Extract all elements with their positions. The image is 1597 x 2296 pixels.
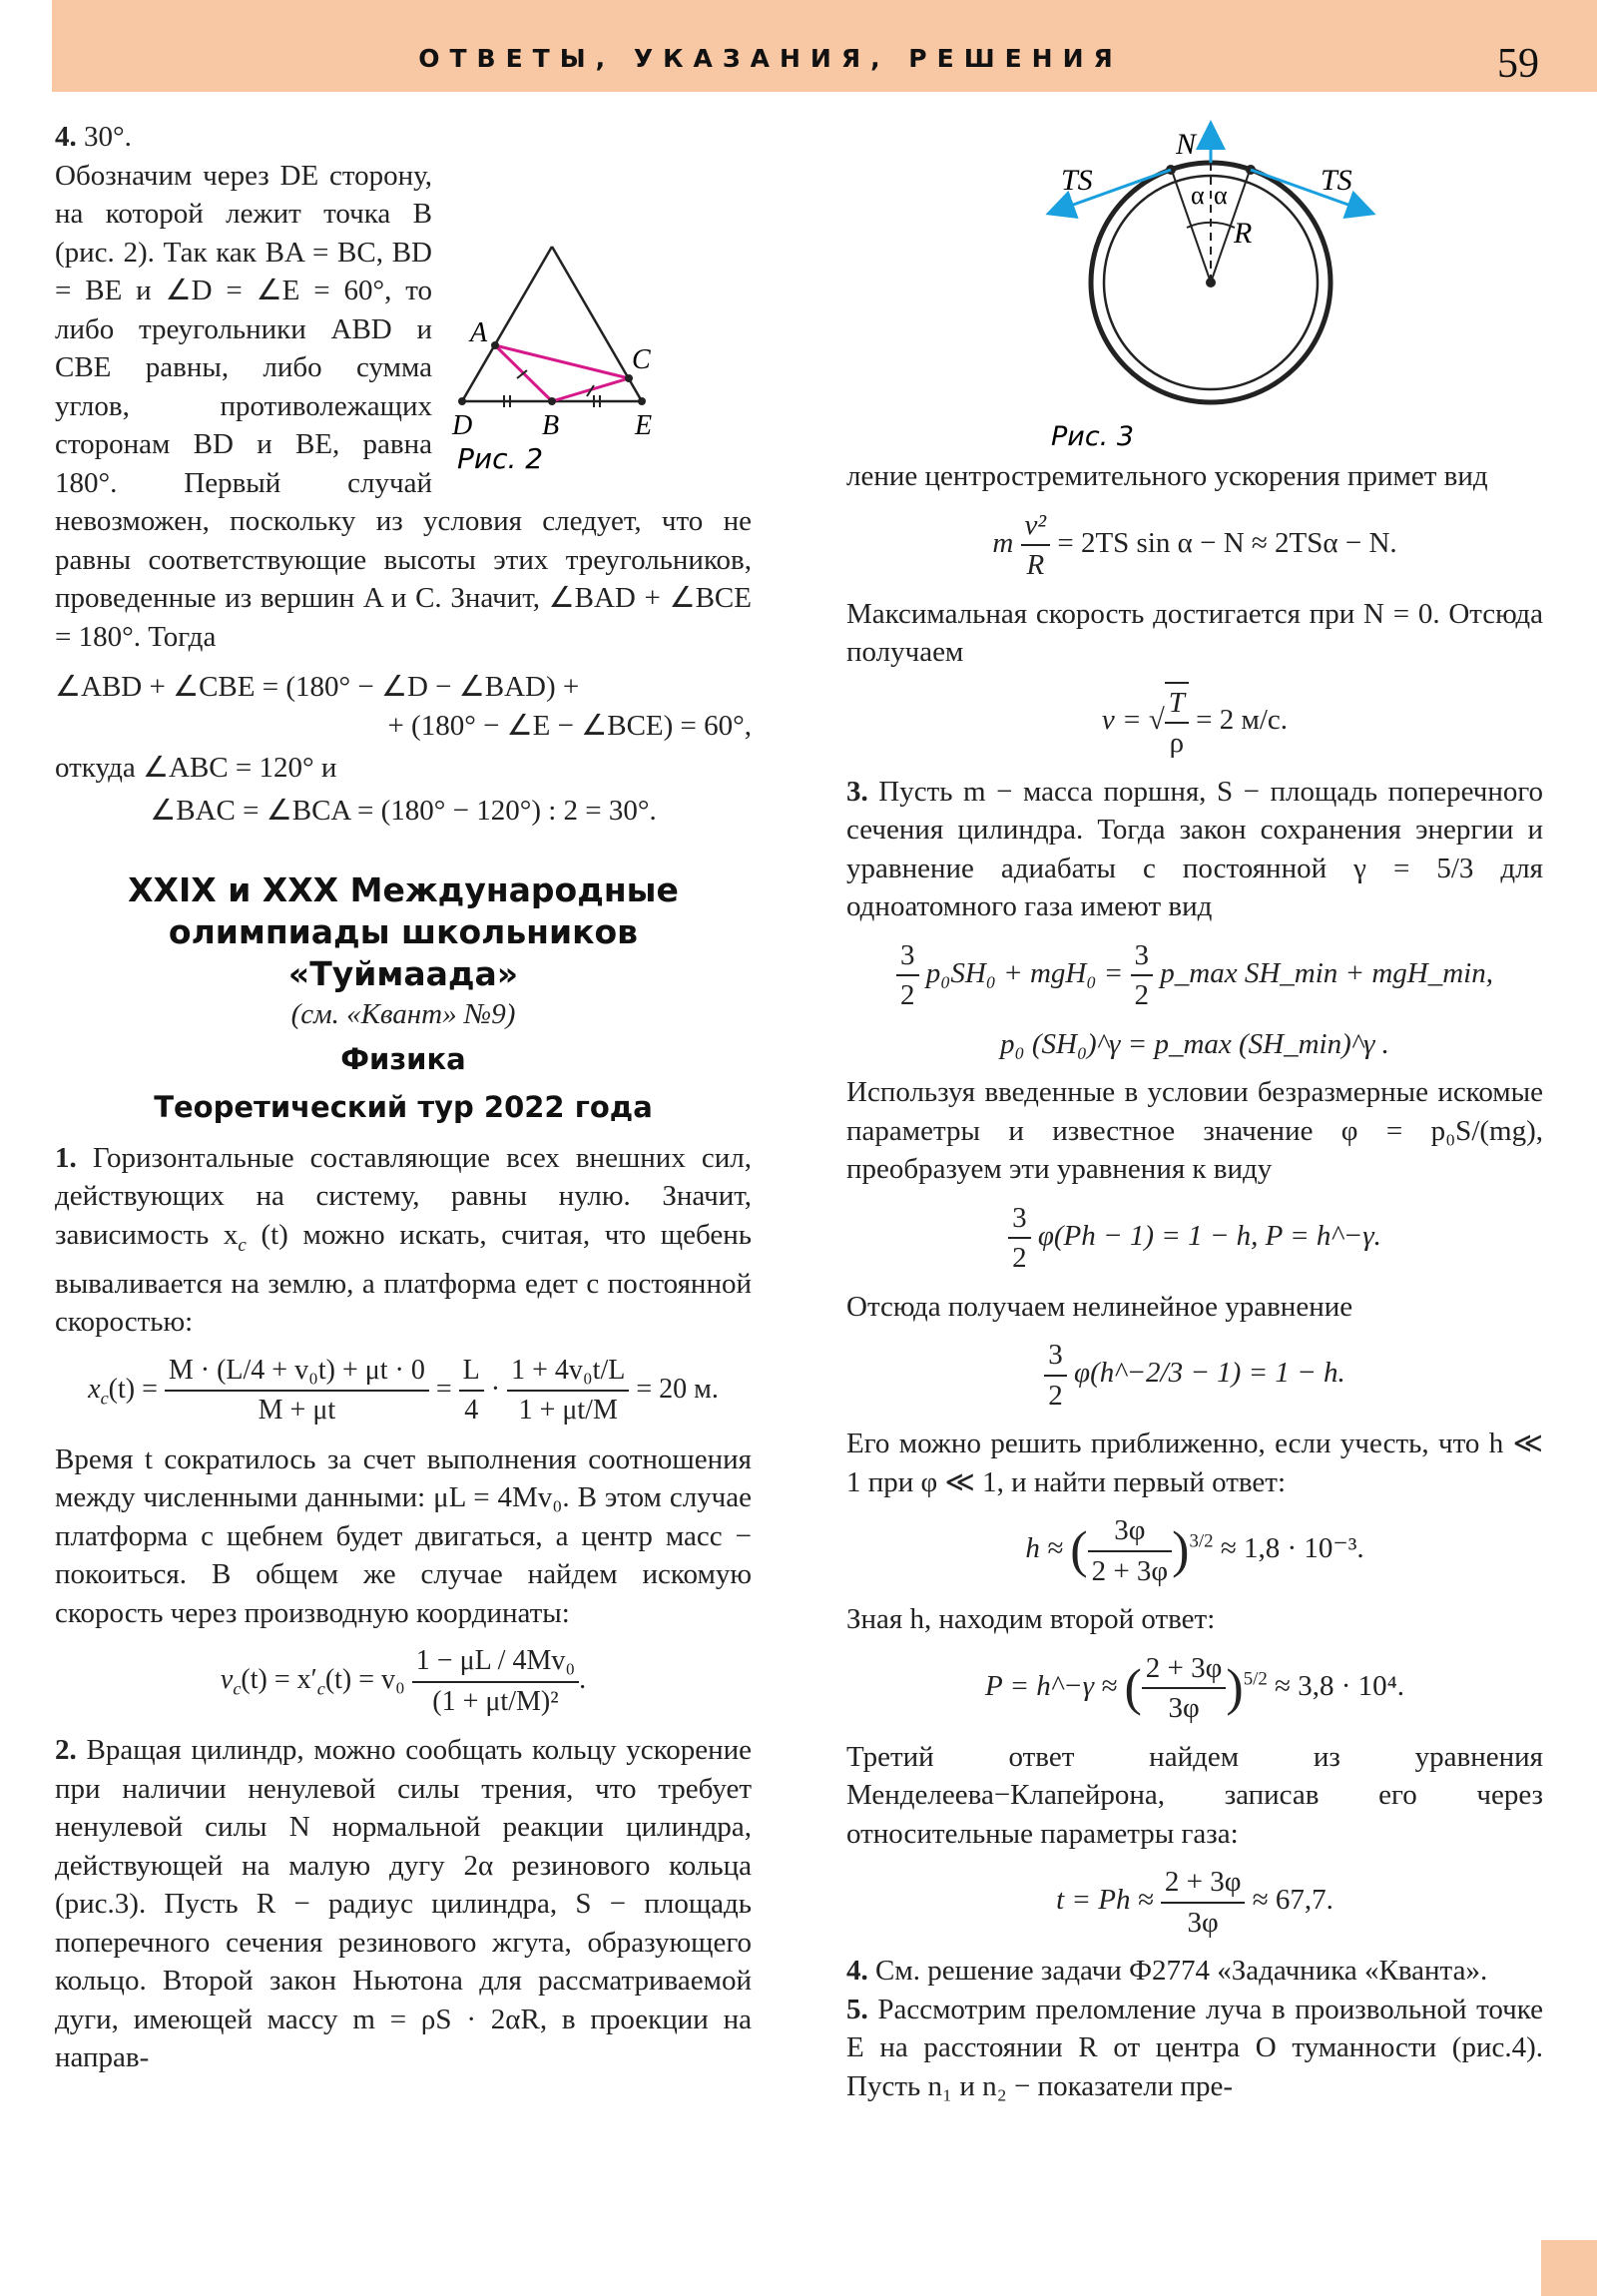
equation-t: t = Ph ≈ $\frac{2 + 3\varphi}{3\varphi}$ ≈ 67,7. [846, 1863, 1543, 1942]
equation-energy: $\frac{3}{2}$ p₀SH₀ + mgH₀ = $\frac{3}{2}$ p_max SH_min + mgH_min, [846, 936, 1543, 1015]
question-1-text: 1. Горизонтальные составляющие всех внешних сил, действующих на систему, равны нулю. Значит, зависимость $x_c$ (t) можно искать, считая, что щебень вываливается на землю, а платформа едет с постоянной скоростью: [55, 1141, 752, 1339]
question-3-text-2: Используя введенные в условии безразмерные искомые параметры и известное значение φ = p₀S/(mg), преобразуем эти уравнения к виду [846, 1076, 1543, 1185]
label-b: B [542, 409, 560, 441]
equation-1b: + (180° − ∠E − ∠BCE) = 60°, [387, 709, 752, 742]
question-3-text: 3. Пусть m − масса поршня, S − площадь поперечного сечения цилиндра. Тогда закон сохранения энергии и уравнение адиабаты с постоянной γ = 5/3 для одноатомного газа имеют вид [846, 775, 1544, 922]
problem-4-answer: 4. 30°. [55, 121, 132, 153]
right-text-2: Максимальная скорость достигается при N = 0. Отсюда получаем [846, 597, 1543, 668]
question-1-equation-2: $v_c(t) = x'_c(t) = v_0$ $\frac{\text{1 − μL / 4Mv₀}}{\text{(1 + μt/M)²}}$ . [55, 1642, 752, 1721]
round-heading: Теоретический тур 2022 года [154, 1090, 653, 1124]
label-e: E [635, 409, 653, 441]
question-3-text-6: Третий ответ найдем из уравнения Менделеева−Клапейрона, записав его через относительные параметры газа: [846, 1740, 1543, 1850]
label-ts-right: TS [1321, 164, 1352, 197]
label-alpha-left: α [1191, 181, 1205, 210]
label-a: A [470, 316, 488, 348]
question-4-text: 4. См. решение задачи Ф2774 «Задачника «Кванта». [846, 1955, 1488, 1987]
equation-p: P = h^−γ ≈ ( $\frac{2 + 3\varphi}{3\varphi}$ )$^{5/2}$ ≈ 3,8 · 10⁴. [846, 1649, 1543, 1728]
figure-3 [846, 118, 1543, 457]
label-n: N [1176, 128, 1197, 161]
figure-2 [442, 157, 752, 476]
header-margin [0, 0, 52, 92]
problem-4-text: Обозначим через DE сторону, на которой лежит точка B (рис. 2). Так как BA = BC, BD = BE и ∠D = ∠E = 60°, то либо треугольники ABD и CBE равны, либо сумма углов, противолежащих сторонам BD и BE, равна 180°. Первый случай невозможен, поскольку из условия следует, что не равны соответствующие высоты этих треугольников, проведенные из вершин A и C. Значит, ∠BAD + ∠BCE = 180°. Тогда [55, 159, 752, 653]
left-column [55, 118, 752, 2077]
label-alpha-right: α [1214, 181, 1228, 210]
figure-2-caption: Рис. 2 [457, 441, 544, 475]
question-3-text-5: Зная h, находим второй ответ: [846, 1603, 1216, 1635]
section-reference: (см. «Квант» №9) [290, 998, 516, 1030]
equation-acceleration: m $\frac{\text{v²}}{R}$ = 2TS sin α − N ≈ 2TSα − N. [846, 506, 1543, 585]
equation-velocity: v = √ $\frac{T}{\rho}$ = 2 м/с. [846, 682, 1543, 763]
section-title-line-1: XXIX и XXX Международные [128, 870, 679, 909]
right-text-1: ление центростремительного ускорения примет вид [846, 460, 1488, 492]
problem-4-text-2: откуда ∠ABC = 120° и [55, 752, 337, 784]
right-column [846, 118, 1543, 2105]
section-title-line-2: олимпиады школьников [168, 912, 639, 951]
equation-adiabat: p₀ (SH₀)^γ = p_max (SH_min)^γ . [1000, 1027, 1389, 1060]
question-2-text: 2. Вращая цилиндр, можно сообщать кольцу ускорение при наличии ненулевой силы трения, что требует ненулевой силы N нормальной реакции цилиндра, действующей на малую дугу 2α резинового кольца (рис.3). Пусть R − радиус цилиндра, S − площадь поперечного сечения резинового жгута, образующего кольцо. Второй закон Ньютона для рассматриваемой дуги, имеющей массу m = ρS · 2αR, в проекции на направ- [55, 1734, 752, 2074]
section-title-line-3: «Туймаада» [287, 954, 519, 993]
equation-h: h ≈ ( $\frac{3\varphi}{2 + 3\varphi}$ )$^{3/2}$ ≈ 1,8 · 10⁻³. [846, 1511, 1543, 1590]
subject-heading: Физика [340, 1041, 466, 1076]
question-1-equation: $x_c(t)$ = $\frac{\text{M · (L/4 + v₀t) + μt · 0}}{M + \mu t}$ = $\frac{L}{4}$ · $\frac{\text{1 + 4v₀t/L}}{1 + \mu t/M}$ = 20 м. [55, 1352, 752, 1431]
question-1-text-2: Время t сократилось за счет выполнения соотношения между численными данными: μL = 4Mv₀. В этом случае платформа с щебнем будет двигаться, а центр масс − покоиться. В общем же случае найдем искомую скорость через производную координаты: [55, 1442, 752, 1629]
ring-diagram [846, 118, 1543, 457]
question-3-text-3: Отсюда получаем нелинейное уравнение [846, 1290, 1353, 1323]
equation-nonlinear: $\frac{3}{2}$ φ(h^−2/3 − 1) = 1 − h. [846, 1336, 1543, 1415]
figure-3-caption: Рис. 3 [1051, 421, 1135, 452]
equation-2: ∠BAC = ∠BCA = (180° − 120°) : 2 = 30°. [150, 794, 657, 827]
label-ts-left: TS [1061, 164, 1093, 197]
running-title: ОТВЕТЫ, УКАЗАНИЯ, РЕШЕНИЯ [418, 44, 1123, 73]
question-5-text: 5. Рассмотрим преломление луча в произвольной точке E на расстоянии R от центра O туманности (рис.4). Пусть n₁ и n₂ − показатели пре- [846, 1993, 1544, 2102]
triangle-diagram [442, 157, 752, 476]
question-3-text-4: Его можно решить приближенно, если учесть, что h ≪ 1 при φ ≪ 1, и найти первый ответ: [846, 1428, 1543, 1498]
label-d: D [452, 409, 473, 441]
equation-1a: ∠ABD + ∠CBE = (180° − ∠D − ∠BAD) + [55, 671, 580, 703]
label-c: C [632, 343, 651, 375]
label-r: R [1234, 217, 1253, 250]
page-header [0, 0, 1597, 92]
equation-dimensionless: $\frac{3}{2}$ φ(Ph − 1) = 1 − h, P = h^−γ. [846, 1199, 1543, 1278]
page-number: 59 [1497, 41, 1539, 87]
page-corner-tab [1541, 2240, 1597, 2296]
